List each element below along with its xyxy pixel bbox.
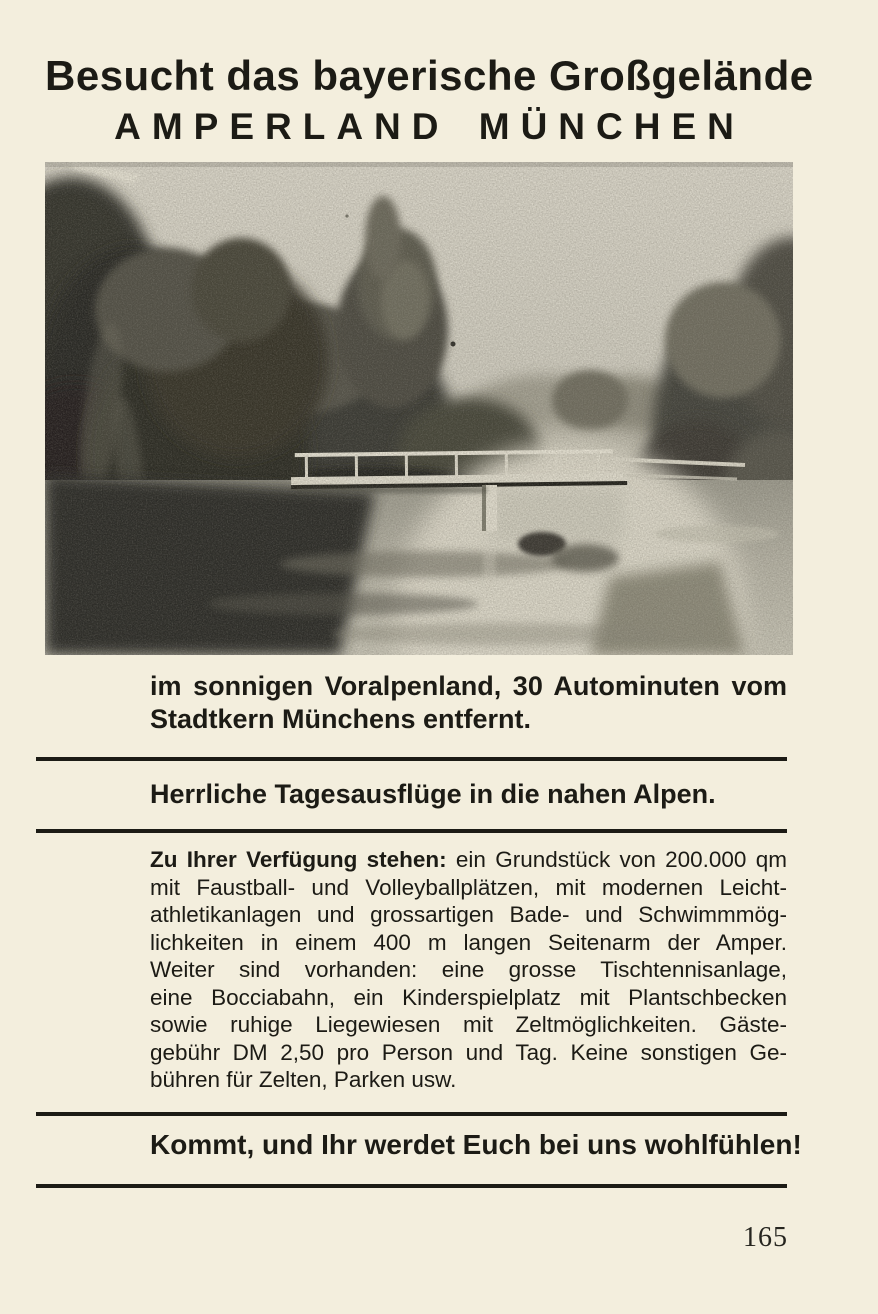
body-line: gebühr DM 2,50 pro Person und Tag. Keine sonstigen Ge- xyxy=(150,1039,787,1065)
divider-rule xyxy=(36,829,787,833)
river-photo-illustration xyxy=(45,162,793,655)
body-line: athletikanlagen und grossartigen Bade- und Schwimmmög- xyxy=(150,902,787,927)
body-line-rest: ein Grundstück von 200.000 qm xyxy=(446,847,787,872)
divider-rule xyxy=(36,1112,787,1116)
body-line: eine Bocciabahn, ein Kinderspielplatz mit Plantschbecken xyxy=(150,984,787,1010)
intro-text xyxy=(150,670,787,736)
body-line: mit Faustball- und Volleyballplätzen, mit modernen Leicht- xyxy=(150,874,787,900)
divider-rule xyxy=(36,757,787,761)
headline-line1: Besucht das bayerische Großgelände xyxy=(45,52,814,99)
body-line: Weiter sind vorhanden: eine grosse Tischtennisanlage, xyxy=(150,957,787,982)
headline-line2: AMPERLAND MÜNCHEN xyxy=(114,106,745,147)
intro-line: Stadtkern Münchens entfernt. xyxy=(150,704,532,734)
page-number: 165 xyxy=(743,1222,788,1253)
closing-text: Kommt, und Ihr werdet Euch bei uns wohlfühlen! xyxy=(150,1129,802,1160)
body-paragraph xyxy=(150,846,787,1094)
intro-line: im sonnigen Voralpenland, 30 Autominuten vom xyxy=(150,671,787,701)
river-photo xyxy=(45,162,793,655)
body-line: bühren für Zelten, Parken usw. xyxy=(150,1067,457,1092)
halftone-grain-light xyxy=(45,162,793,655)
body-lead-bold: Zu Ihrer Verfügung stehen: xyxy=(150,847,447,872)
highlight-text: Herrliche Tagesausflüge in die nahen Alpen. xyxy=(150,779,716,809)
body-line xyxy=(150,846,787,874)
divider-rule xyxy=(36,1184,787,1188)
body-line: lichkeiten in einem 400 m langen Seitenarm der Amper. xyxy=(150,929,787,955)
body-line: sowie ruhige Liegewiesen mit Zeltmöglichkeiten. Gäste- xyxy=(150,1012,787,1037)
